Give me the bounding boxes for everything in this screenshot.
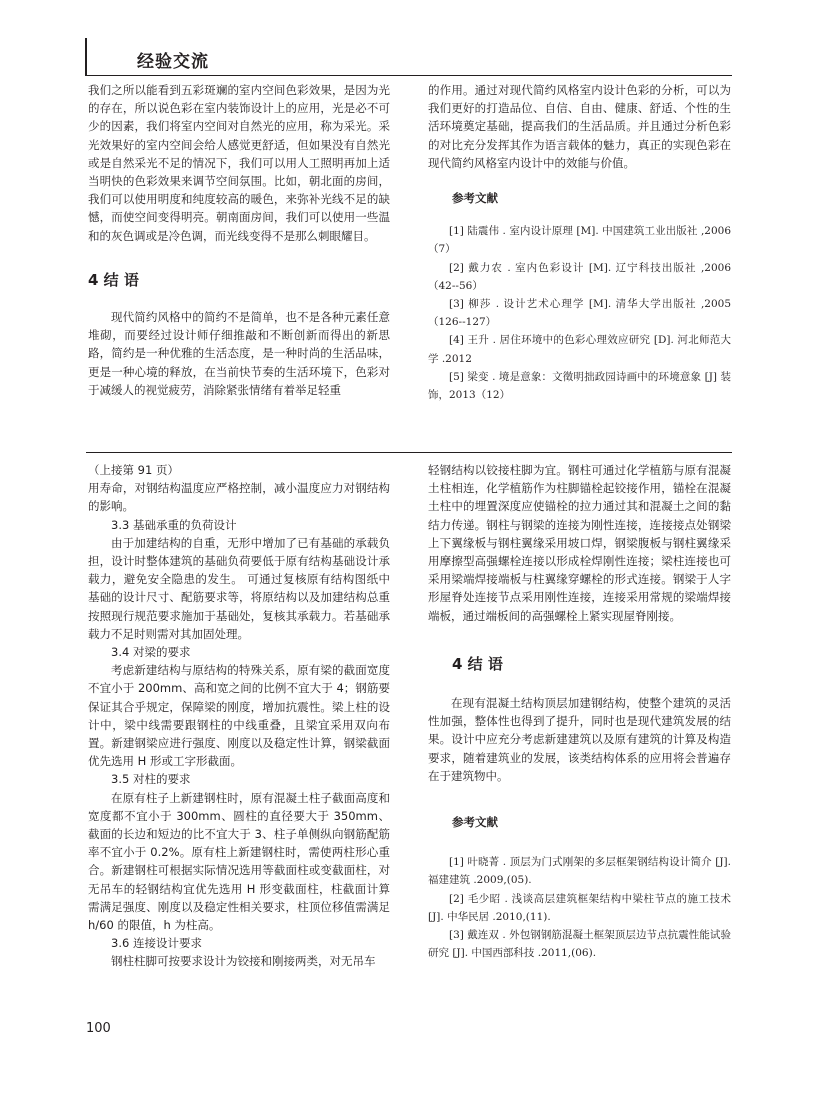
reference-item: [3] 戴连双 . 外包钢钢筋混凝土框架顶层边节点抗震性能试验研究 [J]. 中国西部科技 .2011,(06). [428, 929, 731, 960]
subsection-heading: 3.5 对柱的要求 [111, 772, 191, 787]
body-paragraph: 在原有柱子上新建钢柱时，原有混凝土柱子截面高度和宽度都不宜小于 300mm、圆柱的直径要大于 350mm、截面的长边和短边的比不宜大于 3、柱子单侧纵向钢筋配筋率不宜小于 0.2%。原有柱上新建钢柱时，需使两柱形心重合。新建钢柱可根据实际情况选用等截面柱或变截面柱，对无吊车的轻钢结构宜优先选用 H 形变截面柱，柱截面计算需满足强度、刚度以及稳定性相关要求，柱顶位移值需满足 h/60 的限值，h 为柱高。 [88, 790, 390, 933]
subsection-heading: 3.6 连接设计要求 [111, 936, 202, 951]
body-paragraph: 考虑新建结构与原结构的特殊关系，原有梁的截面宽度不宜小于 200mm、高和宽之间的比例不宜大于 4；钢筋要保证其合乎规定，保障梁的刚度，增加抗震性。梁上柱的设计中，梁中线需要跟钢柱的中线重叠，且梁宜采用双向布置。新建钢梁应进行强度、刚度以及稳定性计算，钢梁截面优先选用 H 形或工字形截面。 [88, 663, 390, 769]
body-paragraph: 我们之所以能看到五彩斑斓的室内空间色彩效果，是因为光的存在，所以说色彩在室内装饰设计上的应用，光是必不可少的因素，我们将室内空间对自然光的应用，称为采光。采光效果好的室内空间会给人感觉更舒适，但如果没有自然光或是自然采光不足的情况下，我们可以用人工照明再加上适当明快的色彩效果来调节空间氛围。比如，朝北面的房间，我们可以使用明度和纯度较高的暖色，来弥补光线不足的缺憾，而使空间变得明亮。朝南面房间，我们可以使用一些温和的灰色调或是冷色调，而光线变得不是那么刺眼耀目。 [88, 83, 390, 243]
top-right-column [428, 81, 731, 404]
continued-note: （上接第 91 页） [88, 463, 179, 477]
conclusion-paragraph: 在现有混凝土结构顶层加建钢结构，使整个建筑的灵活性加强，整体性也得到了提升，同时也是现代建筑发展的结果。设计中应充分考虑新建建筑以及原有建筑的计算及构造要求，随着建筑业的发展，该类结构体系的应用将会普遍存在于建筑物中。 [428, 696, 731, 783]
references-title: 参考文献 [452, 815, 498, 830]
page-number: 100 [86, 1021, 111, 1036]
reference-item: [4] 王升 . 居住环境中的色彩心理效应研究 [D]. 河北师范大学 .2012 [428, 334, 731, 365]
section-heading: 4 结 语 [88, 270, 139, 289]
body-paragraph: 轻钢结构以铰接柱脚为宜。钢柱可通过化学植筋与原有混凝土柱相连，化学植筋作为柱脚锚栓起铰接作用，锚栓在混凝土柱中的埋置深度应使锚栓的拉力通过其和混凝土之间的黏结力传递。钢柱与钢梁的连接为刚性连接，连接接点处钢梁上下翼缘板与钢柱翼缘采用坡口焊，钢梁腹板与钢柱翼缘采用摩擦型高强螺栓连接以形成栓焊刚性连接；梁柱连接也可采用梁端焊接端板与柱翼缘穿螺栓的形式连接。钢梁于人字形屋脊处连接节点采用刚性连接，连接采用常规的梁端焊接端板，通过端板间的高强螺栓上紧实现屋脊刚接。 [428, 463, 731, 623]
subsection-heading: 3.3 基础承重的负荷设计 [111, 517, 237, 532]
reference-item: [1] 陆震伟 . 室内设计原理 [M]. 中国建筑工业出版社 ,2006（7） [428, 225, 731, 256]
header-bar [85, 38, 87, 76]
reference-item: [1] 叶晓菁 . 顶层为门式刚架的多层框架钢结构设计简介 [J]. 福建建筑 .2009,(05). [428, 856, 731, 887]
section-heading: 4 结 语 [452, 654, 503, 673]
bottom-left-column [88, 461, 390, 971]
body-paragraph: 用寿命，对钢结构温度应严格控制，减小温度应力对钢结构的影响。 [88, 481, 390, 514]
reference-item: [2] 戴力农 . 室内色彩设计 [M]. 辽宁科技出版社 ,2006（42--56） [428, 261, 731, 292]
reference-item: [5] 梁变 . 境是意象：文徵明拙政园诗画中的环境意象 [J] 装饰，2013（12） [428, 370, 731, 402]
bottom-right-column [428, 461, 731, 962]
reference-item: [2] 毛少昭 . 浅谈高层建筑框架结构中梁柱节点的施工技术 [J]. 中华民居 .2010,(11). [428, 892, 731, 923]
subsection-heading: 3.4 对梁的要求 [111, 645, 191, 660]
reference-item: [3] 柳莎 . 设计艺术心理学 [M]. 清华大学出版社 ,2005（126--127） [428, 298, 731, 329]
conclusion-paragraph: 现代简约风格中的简约不是简单，也不是各种元素任意堆砌，而要经过设计师仔细推敲和不断创新而得出的新思路，简约是一种优雅的生活态度，是一种时尚的生活品味，更是一种心境的释放，在当前快节奏的生活环境下，色彩对于减缓人的视觉疲劳，消除紧张情绪有着举足轻重 [88, 310, 390, 397]
references-title: 参考文献 [452, 191, 498, 206]
top-left-column [88, 81, 390, 399]
section-header-title: 经验交流 [137, 52, 209, 72]
article-divider [86, 452, 732, 453]
body-paragraph: 由于加建结构的自重，无形中增加了已有基础的承载负担，设计时整体建筑的基础负荷要低于原有结构基础设计承载力，避免安全隐患的发生。 可通过复核原有结构图纸中基础的设计尺寸、配筋要求等，将原结构以及加建结构总重按照现行规范要求施加于基础处，复核其承载力。若基础承载力不足时则需对其加固处理。 [88, 535, 390, 641]
body-paragraph: 钢柱柱脚可按要求设计为铰接和刚接两类，对无吊车 [111, 954, 376, 969]
body-paragraph: 的作用。通过对现代简约风格室内设计色彩的分析，可以为我们更好的打造品位、自信、自由、健康、舒适、个性的生活环境奠定基础，提高我们的生活品质。并且通过分析色彩的对比充分发挥其作为语言载体的魅力，真正的实现色彩在现代简约风格室内设计中的效能与价值。 [428, 83, 731, 170]
header-rule [86, 75, 732, 76]
